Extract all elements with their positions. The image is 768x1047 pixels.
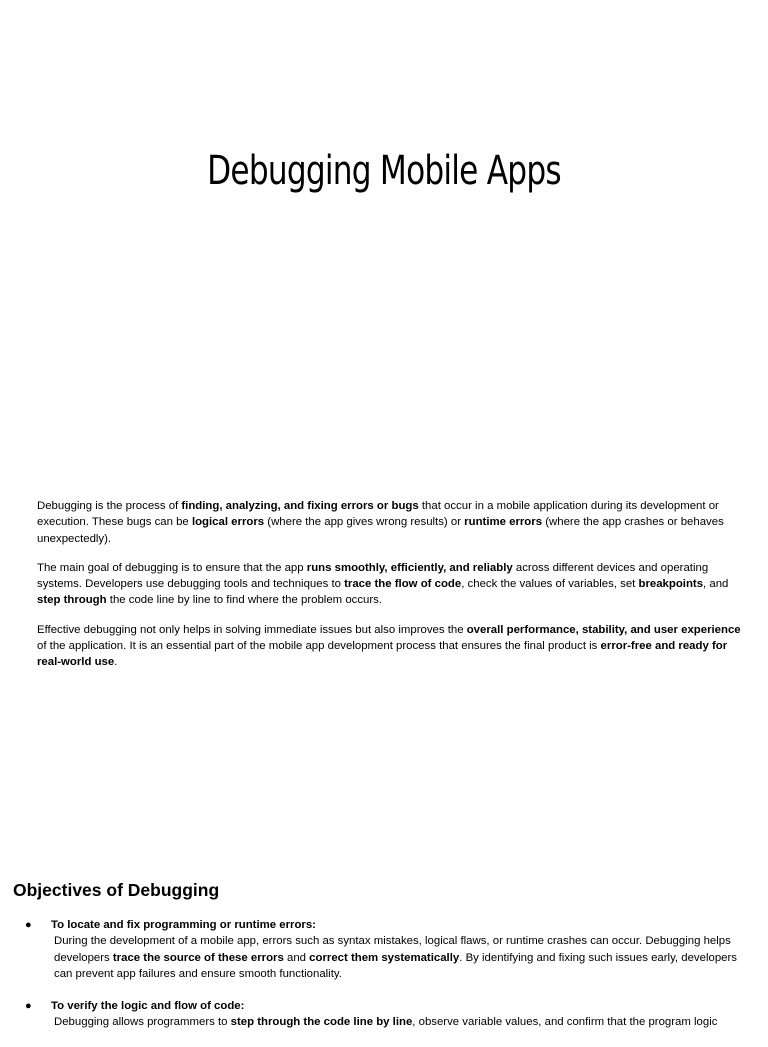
bold-phrase: step through the code line by line — [230, 1016, 413, 1029]
bold-phrase: runtime errors — [464, 516, 543, 529]
bold-phrase: breakpoints — [638, 578, 704, 591]
bold-phrase: correct them systematically — [309, 951, 460, 964]
intro-paragraph: The main goal of debugging is to ensure that the app runs smoothly, efficiently, and reliably across different devices and operating systems. Developers use debugging tools and techniques to trace the flow of code, check the values of variables, set breakpoints, and step through the code line by line to find where the problem occurs. — [37, 561, 729, 607]
bold-phrase: trace the source of these errors — [112, 951, 284, 964]
bold-phrase: finding, analyzing, and fixing errors or bugs — [181, 500, 419, 512]
page-title: Debugging Mobile Apps — [207, 148, 561, 194]
bold-phrase: logical errors — [191, 516, 265, 529]
bold-phrase: step through — [37, 594, 107, 607]
list-item — [13, 917, 758, 982]
objectives-list — [13, 917, 758, 1031]
bullet-icon: ● — [25, 1000, 32, 1013]
objective-description: Debugging allows programmers to step through the code line by line, observe variable values, and confirm that the program logic — [54, 1016, 718, 1029]
bold-phrase: overall performance, stability, and user experience — [466, 623, 741, 636]
bullet-icon: ● — [25, 919, 32, 931]
objective-description: During the development of a mobile app, errors such as syntax mistakes, logical flaws, or runtime crashes can occur. Debugging helps developers trace the source of these errors and correct them systematically. By identifying and fixing such issues early, developers can prevent app failures and ensure smooth functionality. — [54, 935, 737, 980]
bold-phrase: trace the flow of code — [344, 578, 462, 591]
objectives-section — [13, 880, 758, 1047]
intro-paragraph: Effective debugging not only helps in solving immediate issues but also improves the overall performance, stability, and user experience of the application. It is an essential part of the mobile app development process that ensures the final product is error-free and ready for real-world use. — [37, 623, 741, 669]
intro-paragraph: Debugging is the process of finding, analyzing, and fixing errors or bugs that occur in a mobile application during its development or execution. These bugs can be logical errors (where the app gives wrong results) or runtime errors (where the app crashes or behaves unexpectedly). — [37, 500, 724, 545]
intro-section — [37, 498, 745, 684]
list-item — [13, 998, 758, 1031]
objectives-heading: Objectives of Debugging — [13, 880, 220, 900]
objective-title: To verify the logic and flow of code: — [51, 1000, 245, 1013]
bold-phrase: error-free and ready for real-world use — [37, 640, 728, 669]
objective-title: To locate and fix programming or runtime errors: — [51, 919, 316, 931]
bold-phrase: runs smoothly, efficiently, and reliably — [306, 561, 513, 574]
